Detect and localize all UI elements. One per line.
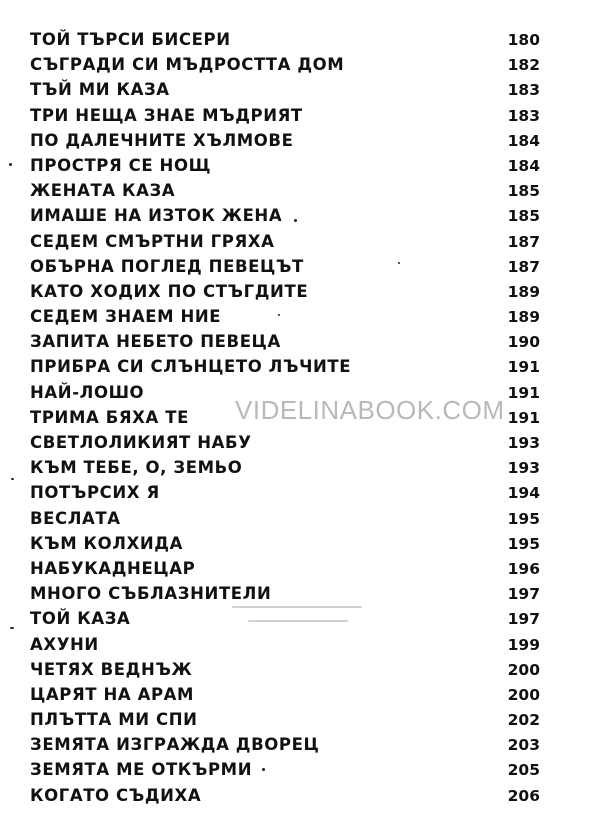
- toc-entry: [30, 707, 540, 732]
- toc-entry-title: ЗЕМЯТА МЕ ОТКЪРМИ: [30, 760, 253, 780]
- toc-entry-page-number: 183: [507, 81, 540, 100]
- toc-entry: [30, 606, 540, 631]
- toc-entry-page-number: 180: [507, 31, 540, 49]
- toc-entry-page-number: 182: [507, 56, 540, 75]
- scan-speck: [278, 314, 280, 316]
- toc-entry: [30, 354, 540, 379]
- toc-entry-title: ТРИ НЕЩА ЗНАЕ МЪДРИЯТ: [30, 105, 303, 125]
- toc-entry-title: ОБЪРНА ПОГЛЕД ПЕВЕЦЪТ: [30, 256, 304, 276]
- toc-entry-page-number: 193: [507, 434, 540, 452]
- toc-entry: [30, 556, 540, 581]
- toc-entry-page-number: 184: [507, 131, 540, 150]
- toc-entry-title: МНОГО СЪБЛАЗНИТЕЛИ: [30, 584, 272, 604]
- toc-entry-title: НАБУКАДНЕЦАР: [30, 558, 196, 578]
- toc-entry-page-number: 183: [507, 106, 540, 125]
- toc-entry-page-number: 197: [507, 585, 540, 604]
- watermark: VIDELINABOOK.COM: [235, 395, 505, 425]
- toc-entry: [30, 128, 540, 153]
- scan-smudge: [248, 620, 348, 622]
- toc-entry-title: ЦАРЯТ НА АРАМ: [30, 684, 195, 704]
- toc-entry: [30, 103, 540, 128]
- toc-entry-page-number: 197: [507, 610, 540, 629]
- toc-entry-title: ЗАПИТА НЕБЕТО ПЕВЕЦА: [30, 332, 281, 352]
- toc-entry-title: НАЙ-ЛОШО: [30, 382, 145, 402]
- toc-entry: [30, 783, 540, 808]
- toc-entry-title: ЗЕМЯТА ИЗГРАЖДА ДВОРЕЦ: [30, 735, 320, 755]
- toc-entry-title: ВЕСЛАТА: [30, 508, 121, 528]
- toc-entry: [30, 430, 540, 455]
- toc-entry-title: АХУНИ: [30, 634, 99, 654]
- toc-entry-title: КОГАТО СЪДИХА: [30, 785, 202, 805]
- toc-entry-page-number: 189: [507, 308, 540, 327]
- toc-entry: [30, 77, 540, 102]
- toc-entry-page-number: 187: [507, 232, 540, 251]
- toc-entry: [30, 480, 540, 505]
- toc-entry: [30, 506, 540, 531]
- toc-entry-page-number: 200: [507, 660, 540, 679]
- toc-entry-title: ТРИМА БЯХА ТЕ: [30, 407, 189, 427]
- toc-entry: [30, 178, 540, 203]
- toc-entry-title: ПРОСТРЯ СЕ НОЩ: [30, 155, 212, 175]
- toc-entry-title: СЕДЕМ СМЪРТНИ ГРЯХА: [30, 231, 275, 251]
- toc-entry-title: ЖЕНАТА КАЗА: [30, 181, 176, 201]
- toc-entry: [30, 229, 540, 254]
- scan-speck: [11, 478, 14, 480]
- toc-entry-title: ПРИБРА СИ СЛЪНЦЕТО ЛЪЧИТЕ: [30, 357, 352, 377]
- toc-entry-page-number: 191: [507, 358, 540, 377]
- toc-entry-title: ПЛЪТТА МИ СПИ: [30, 710, 198, 730]
- toc-entry: [30, 254, 540, 279]
- toc-entry-page-number: 196: [507, 559, 540, 578]
- toc-entry: [30, 279, 540, 304]
- toc-entry-title: СЕДЕМ ЗНАЕМ НИЕ: [30, 307, 222, 327]
- toc-entry-page-number: 202: [507, 711, 540, 730]
- toc-entry-page-number: 191: [507, 383, 540, 402]
- toc-entry: [30, 455, 540, 480]
- toc-entry: [30, 531, 540, 556]
- toc-entry-page-number: 205: [507, 761, 540, 780]
- toc-entry-page-number: 206: [507, 786, 540, 805]
- scan-smudge: [232, 606, 362, 608]
- toc-entry-title: ТЪЙ МИ КАЗА: [30, 80, 170, 100]
- toc-entry: [30, 632, 540, 657]
- toc-entry: [30, 380, 540, 405]
- toc-entry-page-number: 203: [507, 736, 540, 755]
- toc-entry-page-number: 187: [507, 257, 540, 276]
- toc-entry: [30, 682, 540, 707]
- toc-entry-title: ПО ДАЛЕЧНИТЕ ХЪЛМОВЕ: [30, 130, 294, 150]
- toc-entry-title: ЧЕТЯХ ВЕДНЪЖ: [30, 659, 193, 679]
- toc-entry-page-number: 199: [507, 635, 540, 654]
- scan-speck: [10, 627, 14, 629]
- toc-entry-page-number: 190: [507, 333, 540, 352]
- toc-entry: [30, 732, 540, 757]
- toc-entry-page-number: 185: [507, 207, 540, 226]
- toc-entry-title: ПОТЪРСИХ Я: [30, 483, 160, 503]
- toc-entry: [30, 657, 540, 682]
- scan-speck: [294, 219, 297, 222]
- toc-entry-title: КАТО ХОДИХ ПО СТЪГДИТЕ: [30, 281, 309, 301]
- toc-entry: [30, 581, 540, 606]
- scan-speck: [262, 768, 265, 771]
- table-of-contents: [30, 27, 540, 808]
- toc-entry-page-number: 185: [507, 182, 540, 201]
- toc-entry: [30, 329, 540, 354]
- toc-entry-page-number: 194: [507, 484, 540, 503]
- toc-entry-title: СЪГРАДИ СИ МЪДРОСТТА ДОМ: [30, 55, 345, 75]
- toc-entry: [30, 27, 540, 52]
- toc-entry-page-number: 195: [507, 534, 540, 553]
- toc-entry-title: ТОЙ КАЗА: [30, 609, 131, 629]
- toc-entry: [30, 52, 540, 77]
- toc-entry-title: СВЕТЛОЛИКИЯТ НАБУ: [30, 433, 252, 452]
- scan-speck: [398, 262, 400, 264]
- toc-entry: [30, 203, 540, 228]
- toc-entry: [30, 405, 540, 430]
- toc-entry: [30, 304, 540, 329]
- scan-speck: [9, 163, 12, 166]
- toc-entry-page-number: 200: [507, 685, 540, 704]
- toc-entry-page-number: 195: [507, 509, 540, 528]
- toc-entry-title: ИМАШЕ НА ИЗТОК ЖЕНА: [30, 206, 283, 226]
- toc-entry-title: ТОЙ ТЪРСИ БИСЕРИ: [30, 30, 231, 49]
- toc-entry-title: КЪМ КОЛХИДА: [30, 533, 183, 553]
- toc-entry-page-number: 189: [507, 282, 540, 301]
- toc-entry: [30, 153, 540, 178]
- toc-entry-page-number: 193: [507, 459, 540, 478]
- toc-entry-title: КЪМ ТЕБЕ, О, ЗЕМЬО: [30, 458, 243, 478]
- toc-entry: [30, 757, 540, 782]
- toc-entry-page-number: 191: [507, 408, 540, 427]
- toc-entry-page-number: 184: [507, 156, 540, 175]
